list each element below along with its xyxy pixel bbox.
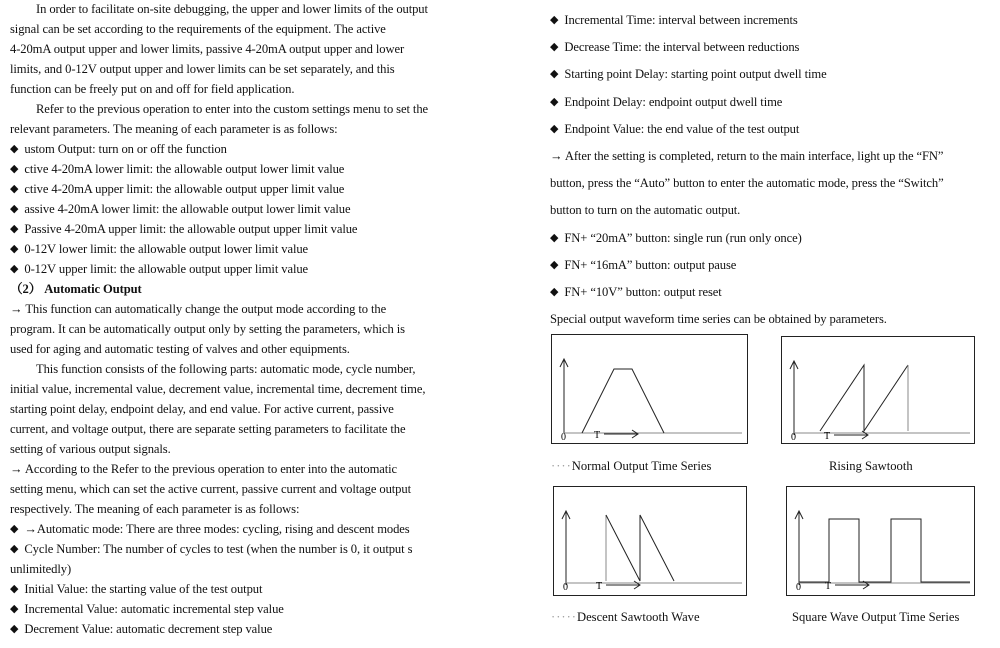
text-line: → After the setting is completed, return to the main interface, light up the “FN” — [550, 149, 944, 163]
bullet-item: ◆ assive 4-20mA lower limit: the allowable output lower limit value — [10, 201, 351, 218]
text-line: → This function can automatically change the output mode according to the — [10, 302, 387, 316]
time-axis-label: T — [594, 430, 601, 441]
text-line: setting of various output signals. — [10, 442, 171, 456]
text-line: setting menu, which can set the active current, passive current and voltage output — [10, 482, 411, 496]
origin-label: 0 — [791, 432, 796, 443]
time-axis-label: T — [825, 581, 832, 592]
section-heading: （2） Automatic Output — [10, 282, 142, 296]
bullet-item: ◆ Decrement Value: automatic decrement step value — [10, 621, 272, 638]
bullet-item: ◆ Decrease Time: the interval between reductions — [550, 39, 799, 56]
bullet-item: ◆ FN+ “16mA” button: output pause — [550, 257, 736, 274]
text-line: relevant parameters. The meaning of each parameter is as follows: — [10, 122, 338, 136]
chart-square-wave — [786, 486, 975, 596]
text-line: Refer to the previous operation to enter into the custom settings menu to set the — [36, 102, 429, 116]
text-line: Special output waveform time series can be obtained by parameters. — [550, 312, 887, 327]
text-line: This function consists of the following parts: automatic mode, cycle number, — [36, 362, 416, 376]
bullet-item: ◆ 0-12V lower limit: the allowable output lower limit value — [10, 241, 308, 258]
bullet-item: ◆ Incremental Time: interval between increments — [550, 12, 798, 29]
bullet-item: ◆ Endpoint Delay: endpoint output dwell time — [550, 94, 782, 111]
bullet-item: ◆ Incremental Value: automatic incremental step value — [10, 601, 284, 618]
text-line: limits, and 0-12V output upper and lower limits can be set separately, and this — [10, 62, 395, 76]
origin-label: 0 — [563, 582, 568, 593]
bullet-item: ◆ ctive 4-20mA upper limit: the allowable output upper limit value — [10, 181, 344, 198]
square-wave-waveform — [787, 487, 974, 595]
caption-square-wave: Square Wave Output Time Series — [792, 610, 960, 624]
chart-rising-sawtooth — [781, 336, 975, 444]
origin-label: 0 — [561, 432, 566, 443]
time-axis-label: T — [824, 431, 831, 442]
text-line: current, and voltage output, there are separate setting parameters to facilitate the — [10, 422, 406, 436]
descent-sawtooth-waveform — [554, 487, 746, 595]
rising-sawtooth-waveform — [782, 337, 974, 443]
text-line: In order to facilitate on-site debugging, the upper and lower limits of the output — [36, 2, 428, 16]
normal-output-waveform — [552, 335, 747, 443]
text-line: signal can be set according to the requirements of the equipment. The active — [10, 22, 386, 36]
bullet-item: ◆ ustom Output: turn on or off the function — [10, 141, 227, 158]
bullet-item: ◆ Passive 4-20mA upper limit: the allowable output upper limit value — [10, 221, 357, 238]
text-line: used for aging and automatic testing of valves and other equipments. — [10, 342, 350, 356]
text-line: 4-20mA output upper and lower limits, passive 4-20mA output upper and lower — [10, 42, 405, 56]
bullet-item: ◆ →Automatic mode: There are three modes: cycling, rising and descent modes — [10, 521, 410, 538]
bullet-item: ◆ Starting point Delay: starting point output dwell time — [550, 66, 827, 83]
time-axis-label: T — [596, 581, 603, 592]
bullet-item: ◆ Cycle Number: The number of cycles to test (when the number is 0, it output s — [10, 541, 412, 558]
text-line: initial value, incremental value, decrement value, incremental time, decrement time, — [10, 382, 426, 396]
text-line: respectively. The meaning of each parameter is as follows: — [10, 502, 300, 516]
chart-descent-sawtooth — [553, 486, 747, 596]
bullet-item: ◆ ctive 4-20mA lower limit: the allowable output lower limit value — [10, 161, 344, 178]
text-line: unlimitedly) — [10, 562, 72, 576]
bullet-item: ◆ FN+ “20mA” button: single run (run only once) — [550, 230, 802, 247]
text-line: button to turn on the automatic output. — [550, 203, 741, 218]
text-line: function can be freely put on and off for field application. — [10, 82, 295, 96]
bullet-item: ◆ Initial Value: the starting value of the test output — [10, 581, 262, 598]
text-line: starting point delay, endpoint delay, and end value. For active current, passive — [10, 402, 394, 416]
caption-normal-output: ····Normal Output Time Series — [551, 459, 712, 473]
text-line: button, press the “Auto” button to enter the automatic mode, press the “Switch” — [550, 176, 944, 191]
text-line: → According to the Refer to the previous operation to enter into the automatic — [10, 462, 398, 476]
chart-normal-output — [551, 334, 748, 444]
origin-label: 0 — [796, 582, 801, 593]
caption-rising-sawtooth: Rising Sawtooth — [829, 459, 913, 473]
text-line: program. It can be automatically output only by setting the parameters, which is — [10, 322, 405, 336]
bullet-item: ◆ Endpoint Value: the end value of the test output — [550, 121, 799, 138]
caption-descent-sawtooth: ·····Descent Sawtooth Wave — [551, 610, 700, 624]
bullet-item: ◆ 0-12V upper limit: the allowable output upper limit value — [10, 261, 308, 278]
bullet-item: ◆ FN+ “10V” button: output reset — [550, 284, 722, 301]
